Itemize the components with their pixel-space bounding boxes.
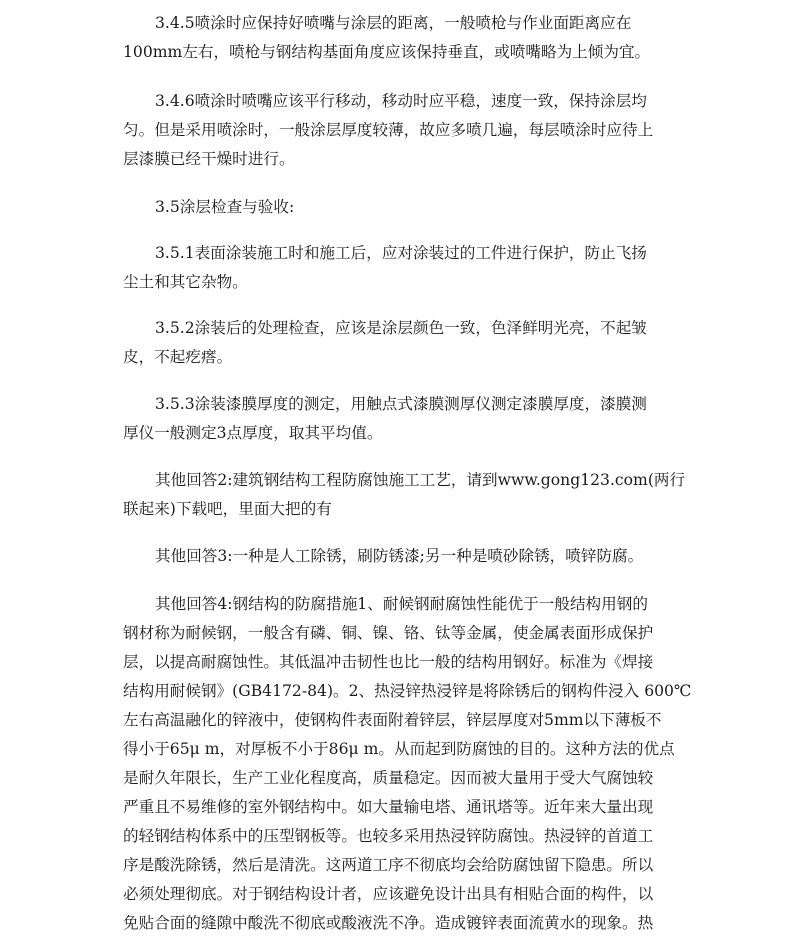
text-line: 联起来)下载吧，里面大把的有 (123, 500, 332, 518)
text-line: 3.4.5喷涂时应保持好喷嘴与涂层的距离，一般喷枪与作业面距离应在 (155, 14, 632, 32)
text-line: 层，以提高耐腐蚀性。其低温冲击韧性也比一般的结构用钢好。标准为《焊接 (123, 653, 654, 671)
text-line: 厚仪一般测定3点厚度，取其平均值。 (123, 424, 383, 442)
paragraph-3-5-heading (123, 193, 683, 222)
paragraph-answer-2 (123, 466, 686, 524)
text-line: 皮，不起疙瘩。 (123, 348, 233, 366)
paragraph-3-5-3 (123, 390, 683, 448)
text-line: 是耐久年限长，生产工业化程度高，质量稳定。因而被大量用于受大气腐蚀较 (123, 769, 654, 787)
text-line: 结构用耐候钢》(GB4172-84)。2、热浸锌热浸锌是将除锈后的钢构件浸入 600℃ (123, 682, 692, 700)
text-line: 其他回答4:钢结构的防腐措施1、耐候钢耐腐蚀性能优于一般结构用钢的 (155, 595, 648, 613)
text-line: 匀。但是采用喷涂时，一般涂层厚度较薄，故应多喷几遍，每层喷涂时应待上 (123, 121, 654, 139)
text-line: 得小于65μ m，对厚板不小于86μ m。从而起到防腐蚀的目的。这种方法的优点 (123, 740, 675, 758)
text-line: 严重且不易维修的室外钢结构中。如大量输电塔、通讯塔等。近年来大量出现 (123, 798, 654, 816)
text-line: 3.4.6喷涂时喷嘴应该平行移动，移动时应平稳，速度一致，保持涂层均 (155, 92, 647, 110)
text-line: 的轻钢结构体系中的压型钢板等。也较多采用热浸锌防腐蚀。热浸锌的首道工 (123, 827, 654, 845)
paragraph-3-5-2 (123, 314, 683, 372)
text-line: 其他回答2:建筑钢结构工程防腐蚀施工工艺，请到www.gong123.com(两行 (155, 471, 686, 489)
text-line: 左右高温融化的锌液中，使钢构件表面附着锌层，锌层厚度对5mm以下薄板不 (123, 711, 662, 729)
text-line: 序是酸洗除锈，然后是清洗。这两道工序不彻底均会给防腐蚀留下隐患。所以 (123, 856, 654, 874)
paragraph-3-4-6 (123, 87, 683, 174)
text-line: 3.5.2涂装后的处理检查，应该是涂层颜色一致，色泽鲜明光亮，不起皱 (155, 319, 647, 337)
text-line: 免贴合面的缝隙中酸洗不彻底或酸液洗不净。造成镀锌表面流黄水的现象。热 (123, 914, 654, 932)
text-line: 3.5.3涂装漆膜厚度的测定，用触点式漆膜测厚仪测定漆膜厚度，漆膜测 (155, 395, 647, 413)
paragraph-answer-3 (123, 542, 683, 571)
text-line: 其他回答3:一种是人工除锈，刷防锈漆;另一种是喷砂除锈，喷锌防腐。 (155, 547, 644, 565)
text-line: 钢材称为耐候钢，一般含有磷、铜、镍、铬、钛等金属，使金属表面形成保护 (123, 624, 654, 642)
text-line: 100mm左右，喷枪与钢结构基面角度应该保持垂直，或喷嘴略为上倾为宜。 (123, 43, 651, 61)
text-line: 尘土和其它杂物。 (123, 273, 248, 291)
text-line: 3.5.1表面涂装施工时和施工后，应对涂装过的工件进行保护，防止飞扬 (155, 244, 647, 262)
text-line: 必须处理彻底。对于钢结构设计者，应该避免设计出具有相贴合面的构件，以 (123, 885, 654, 903)
text-line: 3.5涂层检查与验收: (155, 198, 295, 216)
paragraph-3-4-5 (123, 9, 683, 67)
paragraph-3-5-1 (123, 239, 683, 297)
paragraph-answer-4 (123, 590, 692, 938)
text-line: 层漆膜已经干燥时进行。 (123, 150, 295, 168)
